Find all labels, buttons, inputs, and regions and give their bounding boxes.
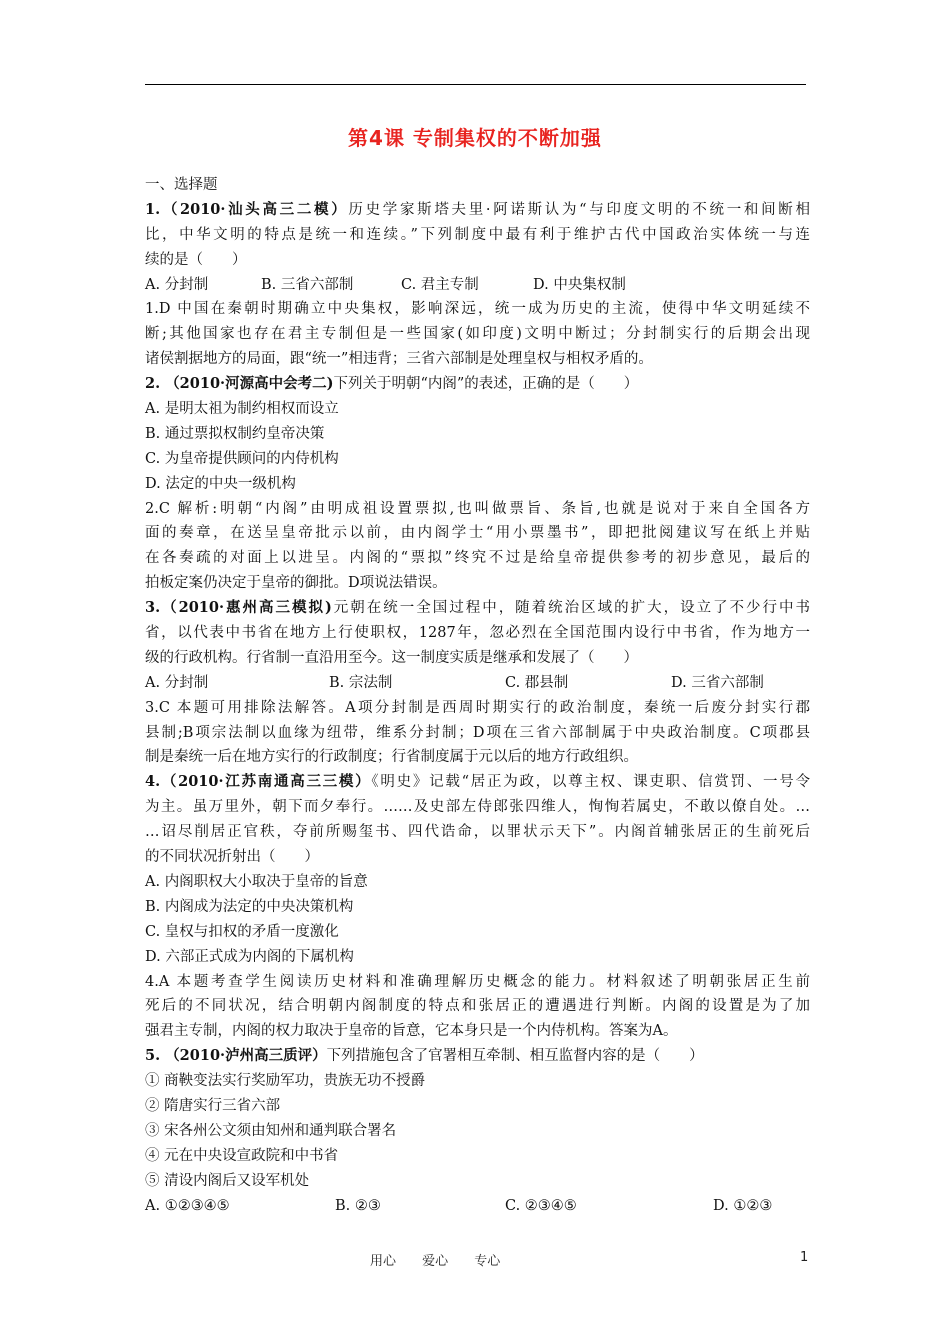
answer-line: 在各奏疏的对面上以进呈。内阁的“票拟”终究不过是给皇帝提供参考的初步意见，最后的 xyxy=(145,550,810,567)
statement-item: ③ 宋各州公文须由知州和通判联合署名 xyxy=(145,1122,397,1139)
question-stem-line: 的不同状况折射出（ ） xyxy=(145,849,319,866)
option-a: A. ①②③④⑤ xyxy=(145,1197,230,1214)
header-rule xyxy=(145,84,806,85)
question-stem-line: 省，以代表中书省在地方上行使职权，1287年，忽必烈在全国范围内设行中书省，作为地方一 xyxy=(145,625,810,642)
option-c: C. 皇权与扣权的矛盾一度激化 xyxy=(145,923,339,940)
statement-item: ① 商鞅变法实行奖励军功，贵族无功不授爵 xyxy=(145,1073,426,1090)
answer-line: 2.C 解析:明朝“内阁”由明成祖设置票拟,也叫做票旨、条旨,也就是说对于来自全国各方 xyxy=(145,500,810,517)
option-a: A. 内阁职权大小取决于皇帝的旨意 xyxy=(145,873,368,890)
answer-line: 强君主专制，内阁的权力取决于皇帝的旨意，它本身只是一个内侍机构。答案为A。 xyxy=(145,1023,678,1040)
page-number: 1 xyxy=(800,1250,809,1265)
answer-line: 面的奏章，在送呈皇帝批示以前，由内阁学士“用小票墨书”，即把批阅建议写在纸上并贴 xyxy=(145,525,810,542)
question-source: 3.（2010·惠州高三模拟) xyxy=(145,599,332,617)
statement-item: ④ 元在中央设宣政院和中书省 xyxy=(145,1147,339,1164)
question-2 xyxy=(145,372,810,596)
answer-line: 诸侯割据地方的局面，跟“统一”相违背；三省六部制是处理皇权与相权矛盾的。 xyxy=(145,351,653,368)
answer-line: 3.C 本题可用排除法解答。A项分封制是西周时期实行的政治制度，秦统一后废分封实行郡 xyxy=(145,699,810,716)
answer-line: 制是秦统一后在地方实行的行政制度；行省制度属于元以后的地方行政组织。 xyxy=(145,749,638,766)
question-5 xyxy=(145,1044,810,1218)
question-stem-line: 元朝在统一全国过程中，随着统治区域的扩大，设立了不少行中书 xyxy=(331,600,810,617)
answer-line: 1.D 中国在秦朝时期确立中央集权，影响深远，统一成为历史的主流，使得中华文明延续不 xyxy=(145,301,810,318)
footer-motto: 用心 爱心 专心 xyxy=(370,1254,501,1269)
option-b: B. 宗法制 xyxy=(329,674,393,691)
question-stem-line: …诏尽削居正官秩，夺前所赐玺书、四代诰命，以罪状示天下”。内阁首辅张居正的生前死后 xyxy=(145,824,810,841)
option-b: B. 三省六部制 xyxy=(261,276,354,293)
option-d: D. ①②③ xyxy=(713,1197,773,1214)
statement-item: ② 隋唐实行三省六部 xyxy=(145,1097,281,1114)
options-row xyxy=(145,273,810,298)
question-source: 5. （2010·泸州高三质评） xyxy=(145,1047,327,1065)
option-b: B. 通过票拟权制约皇帝决策 xyxy=(145,425,325,442)
question-stem: 下列关于明朝“内阁”的表述，正确的是（ ） xyxy=(333,376,639,393)
options-row xyxy=(145,1194,810,1219)
option-a: A. 分封制 xyxy=(145,276,209,293)
question-stem-line: 历史学家斯塔夫里·阿诺斯认为“与印度文明的不统一和间断相 xyxy=(348,201,810,218)
question-source: 1.（2010·汕头高三二模） xyxy=(145,200,349,218)
answer-line: 死后的不同状况，结合明朝内阁制度的特点和张居正的遭遇进行判断。内阁的设置是为了加 xyxy=(145,998,810,1015)
question-1 xyxy=(145,198,810,372)
option-d: D. 三省六部制 xyxy=(671,674,764,691)
option-a: A. 是明太祖为制约相权而设立 xyxy=(145,401,339,418)
option-d: D. 法定的中央一级机构 xyxy=(145,475,296,492)
question-stem-line: 续的是（ ） xyxy=(145,251,247,268)
question-stem-line: 为主。虽万里外，朝下而夕奉行。……及史部左侍郎张四维人，恂恂若属史，不敢以僚自处。… xyxy=(145,799,810,816)
question-stem: 下列措施包含了官署相互牵制、相互监督内容的是（ ） xyxy=(326,1048,704,1065)
option-a: A. 分封制 xyxy=(145,674,209,691)
option-d: D. 中央集权制 xyxy=(533,276,626,293)
answer-line: 县制;B项宗法制以血缘为纽带，维系分封制；D项在三省六部制属于中央政治制度。C项郡县 xyxy=(145,724,810,741)
option-c: C. 君主专制 xyxy=(401,276,479,293)
option-b: B. ②③ xyxy=(335,1197,381,1214)
option-c: C. 为皇帝提供顾问的内侍机构 xyxy=(145,450,339,467)
answer-line: 拍板定案仍决定于皇帝的御批。D项说法错误。 xyxy=(145,575,447,592)
option-c: C. 郡县制 xyxy=(505,674,569,691)
question-stem-line: 级的行政机构。行省制一直沿用至今。这一制度实质是继承和发展了（ ） xyxy=(145,649,638,666)
option-d: D. 六部正式成为内阁的下属机构 xyxy=(145,948,354,965)
question-stem-line: 《明史》记载“居正为政，以尊主权、课吏职、信赏罚、一号令 xyxy=(371,774,810,791)
options-row xyxy=(145,671,810,696)
statement-item: ⑤ 清设内阁后又设军机处 xyxy=(145,1172,310,1189)
section-heading: 一、选择题 xyxy=(145,177,218,193)
question-stem-line: 比，中华文明的特点是统一和连续。”下列制度中最有利于维护古代中国政治实体统一与连 xyxy=(145,226,810,243)
option-c: C. ②③④⑤ xyxy=(505,1197,577,1214)
question-source: 2. （2010·河源高中会考二) xyxy=(145,375,334,393)
answer-line: 4.A 本题考查学生阅读历史材料和准确理解历史概念的能力。材料叙述了明朝张居正生前 xyxy=(145,973,810,990)
page-title: 第4课 专制集权的不断加强 xyxy=(348,126,602,150)
question-3 xyxy=(145,596,810,770)
option-b: B. 内阁成为法定的中央决策机构 xyxy=(145,898,354,915)
question-4 xyxy=(145,770,810,1044)
answer-line: 断;其他国家也存在君主专制但是一些国家(如印度)文明中断过；分封制实行的后期会出现 xyxy=(145,326,810,343)
document-body xyxy=(145,173,810,1218)
question-source: 4.（2010·江苏南通高三三模） xyxy=(145,773,372,791)
